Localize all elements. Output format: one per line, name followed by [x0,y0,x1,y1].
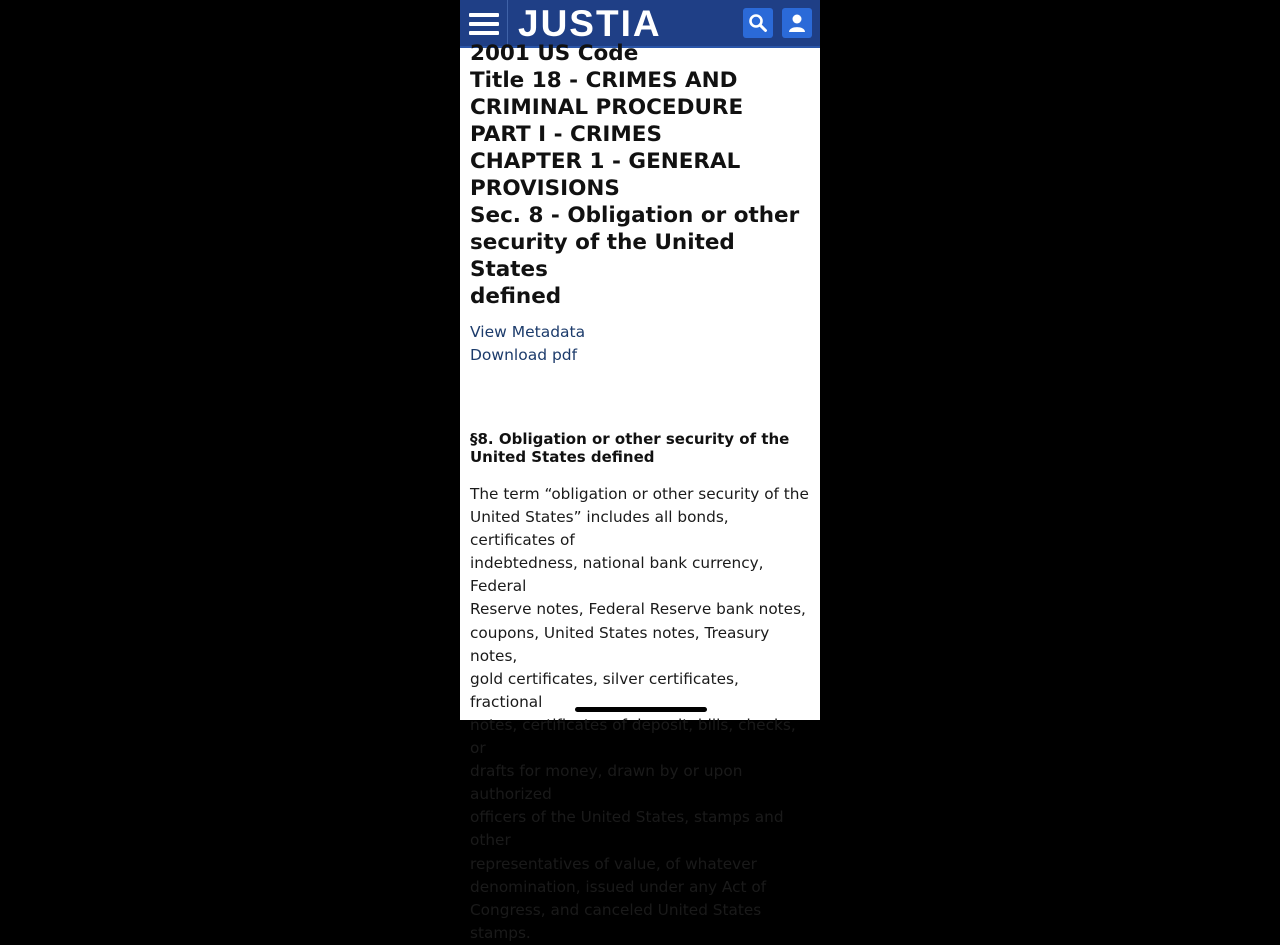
body-line: Congress, and canceled United States stamps. [470,900,762,942]
section-title-line: United States defined [470,448,655,466]
title-line: security of the United States [470,230,735,282]
hamburger-icon [469,22,499,26]
body-line: The term “obligation or other security of the [470,485,809,503]
view-metadata-link[interactable]: View Metadata [470,323,586,341]
section-title-line: §8. Obligation or other security of the [470,430,790,448]
justia-logo[interactable]: JUSTIA [518,3,662,44]
search-icon [748,13,768,33]
title-line: Title 18 - CRIMES AND [470,68,738,93]
body-line: coupons, United States notes, Treasury notes, [470,623,770,665]
download-pdf-link[interactable]: Download pdf [470,346,578,364]
body-line: notes, certificates of deposit, bills, checks, or [470,715,796,758]
page-title [470,40,812,310]
body-line: officers of the United States, stamps and other [470,808,784,850]
body-line: denomination, issued under any Act of [470,877,767,896]
document-links [470,321,812,367]
home-indicator-bar[interactable] [575,707,707,712]
body-line: representatives of value, of whatever [470,854,757,873]
title-line: CHAPTER 1 - GENERAL [470,149,741,174]
body-line: gold certificates, silver certificates, fractional [470,669,739,711]
section-title [470,430,812,466]
user-account-button[interactable] [782,8,812,38]
body-line: United States” includes all bonds, certificates of [470,508,729,550]
body-line: indebtedness, national bank currency, Federal [470,554,764,596]
main-content [470,40,812,945]
search-button[interactable] [743,8,773,38]
hamburger-icon [469,31,499,35]
title-line: defined [470,284,562,309]
title-line: PART I - CRIMES [470,122,662,147]
user-icon [787,13,807,33]
section-body [470,483,812,945]
body-line: Reserve notes, Federal Reserve bank notes, [470,600,806,619]
title-line: 2001 US Code [470,41,639,66]
phone-screen [460,0,820,942]
title-line: CRIMINAL PROCEDURE [470,95,744,120]
hamburger-icon [469,13,499,17]
body-line: drafts for money, drawn by or upon authorized [470,762,743,804]
title-line: PROVISIONS [470,176,620,201]
title-line: Sec. 8 - Obligation or other [470,203,800,228]
